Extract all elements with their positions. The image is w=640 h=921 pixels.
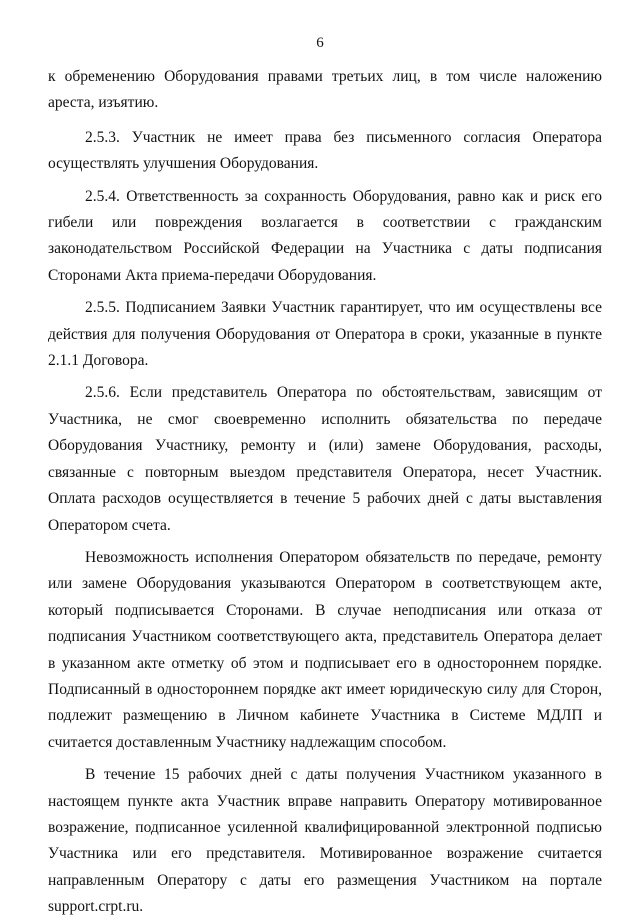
paragraph-continuation: к обременению Оборудования правами третьих лиц, в том числе наложению ареста, изъятию. <box>48 68 602 112</box>
paragraph-2-5-3: 2.5.3. Участник не имеет права без письменного согласия Оператора осуществлять улучшения Оборудования. <box>48 128 602 173</box>
paragraph-2-5-4: 2.5.4. Ответственность за сохранность Оборудования, равно как и риск его гибели или повреждения возлагается в соответствии с гражданским законодательством Российской Федерации на Участника с даты подписания Сторонами Акта приема-передачи Оборудования. <box>48 187 602 284</box>
document-body <box>48 64 602 921</box>
paragraph-objection: В течение 15 рабочих дней с даты получения Участником указанного в настоящем пункте акта Участник вправе направить Оператору мотивированное возражение, подписанное усиленной квалифицированной электронной подписью Участника или его представителя. Мотивированное возражение считается направленным Оператору с даты его размещения Участником на портале support.crpt.ru. <box>48 766 602 916</box>
paragraph-2-5-5: 2.5.5. Подписанием Заявки Участник гарантирует, что им осуществлены все действия для получения Оборудования от Оператора в сроки, указанные в пункте 2.1.1 Договора. <box>48 299 602 370</box>
page-number: 6 <box>316 35 324 51</box>
paragraph-unilateral-act: Невозможность исполнения Оператором обязательств по передаче, ремонту или замене Оборудования указываются Оператором в соответствующем акте, который подписывается Сторонами. В случае неподписания или отказа от подписания Участником соответствующего акта, представитель Оператора делает в указанном акте отметку об этом и подписывает его в одностороннем порядке. Подписанный в одностороннем порядке акт имеет юридическую силу для Сторон, подлежит размещению в Личном кабинете Участника в Системе МДЛП и считается доставленным Участнику надлежащим способом. <box>48 548 602 751</box>
paragraph-2-5-6: 2.5.6. Если представитель Оператора по обстоятельствам, зависящим от Участника, не смог своевременно исполнить обязательства по передаче Оборудования Участнику, ремонту и (или) замене Оборудования, расходы, связанные с повторным выездом представителя Оператора, несет Участник. Оплата расходов осуществляется в течение 5 рабочих дней с даты выставления Оператором счета. <box>48 384 602 534</box>
